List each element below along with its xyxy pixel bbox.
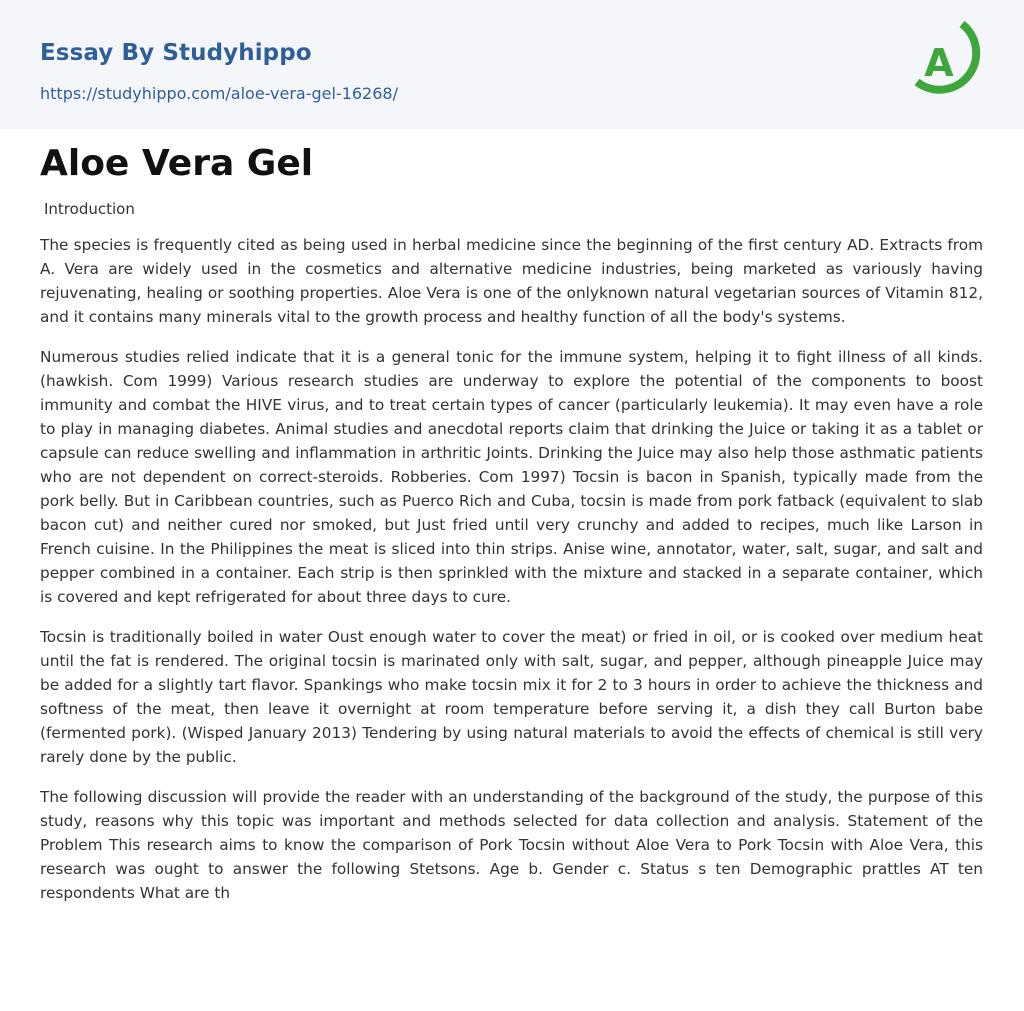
studyhippo-logo-icon[interactable]: [909, 18, 989, 106]
essay-paragraph: The species is frequently cited as being used in herbal medicine since the beginning of the first century AD. Extracts from A. Vera are widely used in the cosmetics and alternative medicine industries, being marketed as variously having rejuvenating, healing or soothing properties. Aloe Vera is one of the onlyknown natural vegetarian sources of Vitamin 812, and it contains many minerals vital to the growth process and healthy function of all the body's systems.: [40, 236, 983, 326]
essay-paragraph: The following discussion will provide the reader with an understanding of the background of the study, the purpose of this study, reasons why this topic was important and methods selected for data collection and analysis. Statement of the Problem This research aims to know the comparison of Pork Tocsin without Aloe Vera to Pork Tocsin with Aloe Vera, this research was ought to answer the following Stetsons. Age b. Gender c. Status s ten Demographic prattles AT ten respondents What are th: [40, 788, 983, 902]
essay-title: Aloe Vera Gel: [40, 143, 314, 184]
essay-paragraph: Tocsin is traditionally boiled in water Oust enough water to cover the meat) or fried in oil, or is cooked over medium heat until the fat is rendered. The original tocsin is marinated only with salt, sugar, and pepper, although pineapple Juice may be added for a slightly tart flavor. Spankings who make tocsin mix it for 2 to 3 hours in order to achieve the thickness and softness of the meat, then leave it overnight at room temperature before serving it, a dish they call Burton babe (fermented pork). (Wisped January 2013) Tendering by using natural materials to avoid the effects of chemical is still very rarely done by the public.: [40, 628, 983, 766]
logo-letter: A: [924, 41, 954, 85]
site-brand[interactable]: Essay By Studyhippo: [40, 40, 312, 66]
essay-paragraph: Numerous studies relied indicate that it is a general tonic for the immune system, helping it to fight illness of all kinds. (hawkish. Com 1999) Various research studies are underway to explore the potential of the components to boost immunity and combat the HIVE virus, and to treat certain types of cancer (particularly leukemia). It may even have a role to play in managing diabetes. Animal studies and anecdotal reports claim that drinking the Juice or taking it as a tablet or capsule can reduce swelling and inflammation in arthritic Joints. Drinking the Juice may also help those asthmatic patients who are not dependent on correct-steroids. Robberies. Com 1997) Tocsin is bacon in Spanish, typically made from the pork belly. But in Caribbean countries, such as Puerco Rich and Cuba, tocsin is made from pork fatback (equivalent to slab bacon cut) and neither cured nor smoked, but Just fried until very crunchy and added to recipes, much like Larson in French cuisine. In the Philippines the meat is sliced into thin strips. Anise wine, annotator, water, salt, sugar, and salt and pepper combined in a container. Each strip is then sprinkled with the mixture and stacked in a separate container, which is covered and kept refrigerated for about three days to cure.: [40, 348, 983, 606]
essay-url-link[interactable]: https://studyhippo.com/aloe-vera-gel-16268/: [40, 84, 398, 103]
essay-body: [40, 233, 983, 921]
essay-subheading: Introduction: [44, 200, 135, 218]
site-header: [0, 0, 1024, 129]
